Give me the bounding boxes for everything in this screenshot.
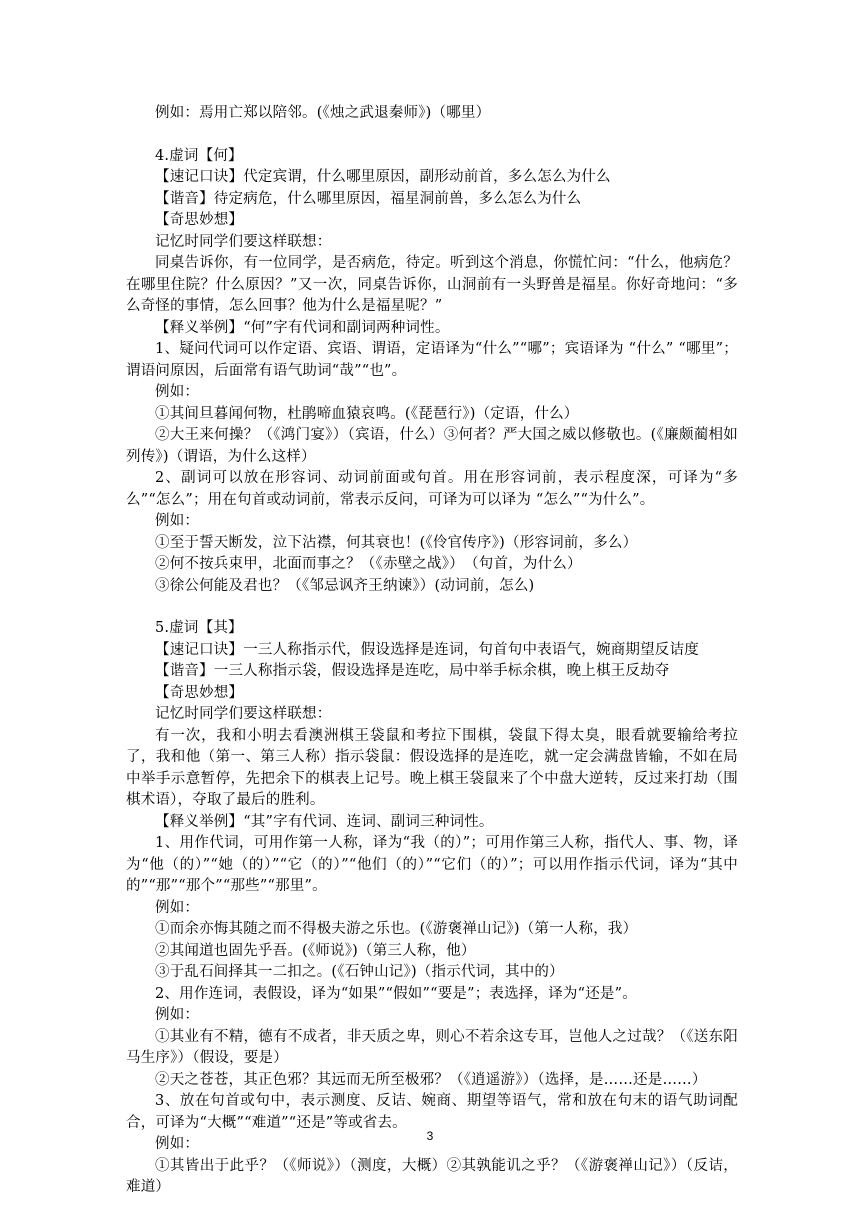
blank-line [126, 597, 738, 618]
body-text [126, 103, 738, 1199]
paragraph: ③徐公何能及君也？（《邹忌讽齐王纳谏》）(动词前，怎么) [155, 577, 535, 594]
paragraph: ①其皆出于此乎？（《师说》）（测度，大概）②其孰能讥之乎？（《游褒禅山记》）（反诘，难道） [126, 1157, 738, 1195]
page-number: 3 [426, 1129, 434, 1143]
paragraph: 记忆时同学们要这样联想： [155, 233, 332, 250]
paragraph: 【速记口诀】代定宾谓，什么哪里原因，副形动前首，多么怎么为什么 [155, 169, 611, 185]
paragraph: 【释义举例】“何”字有代词和副词两种词性。 [155, 319, 450, 336]
paragraph: 1、疑问代词可以作定语、宾语、谓语，定语译为“什么”“哪”；宾语译为 “什么” “哪里”；谓语问原因，后面常有语气助词“哉”“也”。 [126, 341, 738, 379]
paragraph: ②其闻道也固先乎吾。(《师说》)（第三人称，他） [155, 942, 476, 959]
paragraph: 例如： [155, 1136, 200, 1152]
paragraph: 2、副词可以放在形容词、动词前面或句首。用在形容词前，表示程度深，可译为“多么”“怎么”；用在句首或动词前，常表示反问，可译为可以译为 “怎么”“为什么”。 [126, 470, 738, 508]
paragraph: 例如： [155, 513, 200, 529]
paragraph: ①其间旦暮闻何物，杜鹃啼血猿哀鸣。(《琵琶行》)（定语，什么） [155, 405, 579, 422]
paragraph: ②天之苍苍，其正色邪？其远而无所至极邪？（《逍遥游》）（选择，是……还是……） [155, 1071, 707, 1088]
paragraph: ①其业有不精，德有不成者，非天质之卑，则心不若余这专耳，岂他人之过哉？（《送东阳马生序》）（假设，要是） [126, 1028, 738, 1066]
paragraph: 3、放在句首或句中，表示测度、反诘、婉商、期望等语气，常和放在句末的语气助词配合，可译为“大概”“难道”“还是”等或省去。 [126, 1093, 738, 1131]
paragraph: 例如： [155, 384, 200, 400]
paragraph: 2、用作连词，表假设，译为“如果”“假如”“要是”；表选择，译为“还是”。 [155, 985, 637, 1002]
paragraph: 1、用作代词，可用作第一人称，译为“我（的）”；可用作第三人称，指代人、事、物，译为“他（的）”“她（的）”“它（的）”“他们（的）”“它们（的）”；可以用作指示代词，译为“其中的”“那”“那个”“那些”“那里”。 [126, 835, 738, 894]
paragraph: ①至于誓天断发，泣下沾襟，何其衰也！(《伶官传序》)（形容词前，多么） [155, 534, 638, 551]
paragraph: 【奇思妙想】 [155, 684, 244, 701]
paragraph: 例如：焉用亡郑以陪邻。(《烛之武退秦师》)（哪里） [155, 105, 491, 121]
paragraph: 【谐音】待定病危，什么哪里原因，福星洞前兽，多么怎么为什么 [155, 190, 582, 207]
blank-line [126, 125, 738, 146]
paragraph: 【速记口诀】一三人称指示代，假设选择是连词，句首句中表语气，婉商期望反诘度 [155, 641, 699, 658]
paragraph: 5.虚词【其】 [155, 620, 243, 636]
paragraph: 【谐音】一三人称指示袋，假设选择是连吃，局中举手标余棋，晚上棋王反劫夺 [155, 663, 670, 679]
paragraph: 【释义举例】“其”字有代词、连词、副词三种词性。 [155, 813, 494, 830]
paragraph: 同桌告诉你，有一位同学，是否病危，待定。听到这个消息，你慌忙问：“什么，他病危？在哪里住院？什么原因？”又一次，同桌告诉你，山洞前有一头野兽是福星。你好奇地问：“多么奇怪的事情，怎么回事？他为什么是福星呢？” [126, 255, 738, 314]
paragraph: ①而余亦悔其随之而不得极夫游之乐也。(《游褒禅山记》)（第一人称，我） [155, 921, 638, 937]
paragraph: 4.虚词【何】 [155, 147, 243, 164]
paragraph: 有一次，我和小明去看澳洲棋王袋鼠和考拉下围棋，袋鼠下得太臭，眼看就要输给考拉了，我和他（第一、第三人称）指示袋鼠：假设选择的是连吃，就一定会满盘皆输，不如在局中举手示意暂停，先把余下的棋表上记号。晚上棋王袋鼠来了个中盘大逆转，反过来打劫（围棋术语），夺取了最后的胜利。 [126, 727, 738, 808]
paragraph: 例如： [155, 1007, 200, 1023]
paragraph: 例如： [155, 899, 200, 916]
paragraph: ②大王来何操？（《鸿门宴》）（宾语，什么）③何者？严大国之威以修敬也。(《廉颇蔺相如列传》)（谓语，为什么这样） [126, 427, 738, 465]
paragraph: 记忆时同学们要这样联想： [155, 706, 332, 722]
paragraph: 【奇思妙想】 [155, 212, 244, 228]
paragraph: ③于乱石间择其一二扣之。(《石钟山记》)（指示代词，其中的） [155, 964, 564, 980]
paragraph: ②何不按兵束甲，北面而事之？（《赤壁之战》） （句首，为什么） [155, 556, 582, 572]
